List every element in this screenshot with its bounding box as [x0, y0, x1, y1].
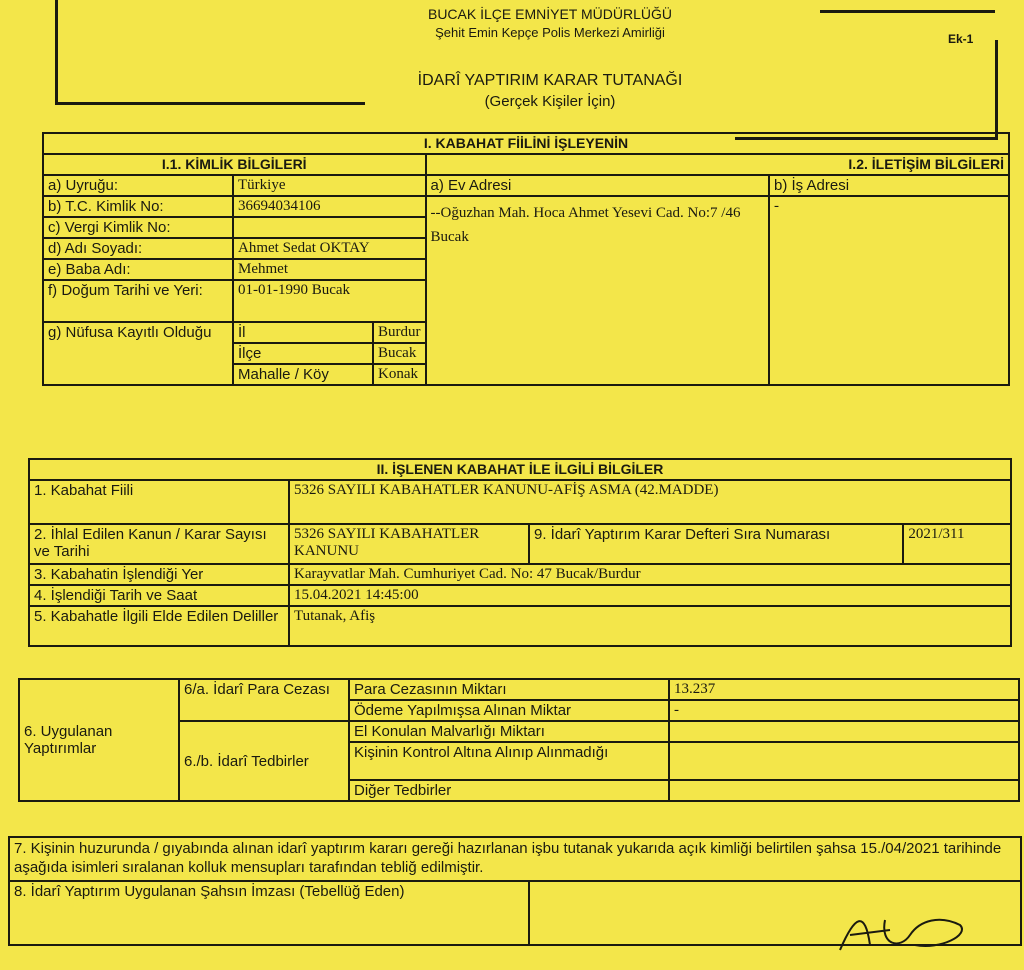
section1-table: [42, 132, 1010, 386]
header-box-right: [995, 40, 998, 140]
annex-label: Ek-1: [948, 32, 974, 46]
section2-title: II. İŞLENEN KABAHAT İLE İLGİLİ BİLGİLER: [29, 459, 1011, 480]
document-subtitle: (Gerçek Kişiler İçin): [484, 93, 616, 110]
tax-label: c) Vergi Kimlik No:: [43, 217, 233, 238]
registry-label: g) Nüfusa Kayıtlı Olduğu: [43, 322, 233, 385]
seized-value: [669, 721, 1019, 742]
law-value: 5326 SAYILI KABAHATLER KANUNU: [289, 524, 529, 564]
sanctions-table: [18, 678, 1020, 802]
nationality-value: Türkiye: [233, 175, 426, 196]
name-label: d) Adı Soyadı:: [43, 238, 233, 259]
paid-value: -: [669, 700, 1019, 721]
control-value: [669, 742, 1019, 780]
birth-value: 01-01-1990 Bucak: [233, 280, 426, 322]
act-value: 5326 SAYILI KABAHATLER KANUNU-AFİŞ ASMA (42.MADDE): [289, 480, 1011, 524]
signature-label: 8. İdarî Yaptırım Uygulanan Şahsın İmzası (Tebellüğ Eden): [9, 881, 529, 945]
ilce-value: Bucak: [373, 343, 426, 364]
other-measures-label: Diğer Tedbirler: [349, 780, 669, 801]
evidence-label: 5. Kabahatle İlgili Elde Edilen Deliller: [29, 606, 289, 646]
mahalle-label: Mahalle / Köy: [233, 364, 373, 385]
paid-label: Ödeme Yapılmışsa Alınan Miktar: [349, 700, 669, 721]
mahalle-value: Konak: [373, 364, 426, 385]
header-box-top-right: [820, 10, 995, 13]
nationality-label: a) Uyruğu:: [43, 175, 233, 196]
tc-label: b) T.C. Kimlik No:: [43, 196, 233, 217]
ilce-label: İlçe: [233, 343, 373, 364]
fine-amount-label: Para Cezasının Miktarı: [349, 679, 669, 700]
agency-name: BUCAK İLÇE EMNİYET MÜDÜRLÜĞÜ: [427, 6, 672, 22]
home-address-value: --Oğuzhan Mah. Hoca Ahmet Yesevi Cad. No:7 /46 Bucak: [426, 196, 770, 385]
tc-value: 36694034106: [233, 196, 426, 217]
law-label: 2. İhlal Edilen Kanun / Karar Sayısı ve Tarihi: [29, 524, 289, 564]
document-title: İDARÎ YAPTIRIM KARAR TUTANAĞI: [417, 72, 683, 89]
datetime-value: 15.04.2021 14:45:00: [289, 585, 1011, 606]
father-label: e) Baba Adı:: [43, 259, 233, 280]
seized-label: El Konulan Malvarlığı Miktarı: [349, 721, 669, 742]
identity-title: I.1. KİMLİK BİLGİLERİ: [43, 154, 426, 175]
notice-text: 7. Kişinin huzurunda / gıyabında alınan idarî yaptırım kararı gereği hazırlanan işbu tutanak yukarıda açık kimliği belirtilen şahsa 15./04/2021 tarihinde aşağıda isimleri sıralanan kolluk mensupları tarafından tebliğ edilmiştir.: [9, 837, 1021, 881]
fine-amount-value: 13.237: [669, 679, 1019, 700]
measures-label: 6./b. İdarî Tedbirler: [179, 721, 349, 801]
contact-title: I.2. İLETİŞİM BİLGİLERİ: [426, 154, 1010, 175]
work-address-value: -: [769, 196, 1009, 385]
home-address-label: a) Ev Adresi: [426, 175, 770, 196]
fine-label: 6/a. İdarî Para Cezası: [179, 679, 349, 721]
header-box-left: [55, 0, 58, 105]
il-label: İl: [233, 322, 373, 343]
act-label: 1. Kabahat Fiili: [29, 480, 289, 524]
section2-table: [28, 458, 1012, 647]
other-measures-value: [669, 780, 1019, 801]
il-value: Burdur: [373, 322, 426, 343]
name-value: Ahmet Sedat OKTAY: [233, 238, 426, 259]
signature-mark: [830, 905, 980, 965]
father-value: Mehmet: [233, 259, 426, 280]
sanctions-label: 6. Uygulanan Yaptırımlar: [19, 679, 179, 801]
birth-label: f) Doğum Tarihi ve Yeri:: [43, 280, 233, 322]
ledger-label: 9. İdarî Yaptırım Karar Defteri Sıra Numarası: [529, 524, 903, 564]
station-name: Şehit Emin Kepçe Polis Merkezi Amirliği: [435, 25, 665, 40]
place-label: 3. Kabahatin İşlendiği Yer: [29, 564, 289, 585]
work-address-label: b) İş Adresi: [769, 175, 1009, 196]
ledger-value: 2021/311: [903, 524, 1011, 564]
datetime-label: 4. İşlendiği Tarih ve Saat: [29, 585, 289, 606]
tax-value: [233, 217, 426, 238]
place-value: Karayvatlar Mah. Cumhuriyet Cad. No: 47 Bucak/Burdur: [289, 564, 1011, 585]
control-label: Kişinin Kontrol Altına Alınıp Alınmadığı: [349, 742, 669, 780]
evidence-value: Tutanak, Afiş: [289, 606, 1011, 646]
section1-title: I. KABAHAT FİİLİNİ İŞLEYENİN: [43, 133, 1009, 154]
header-box-bottom: [55, 102, 365, 105]
